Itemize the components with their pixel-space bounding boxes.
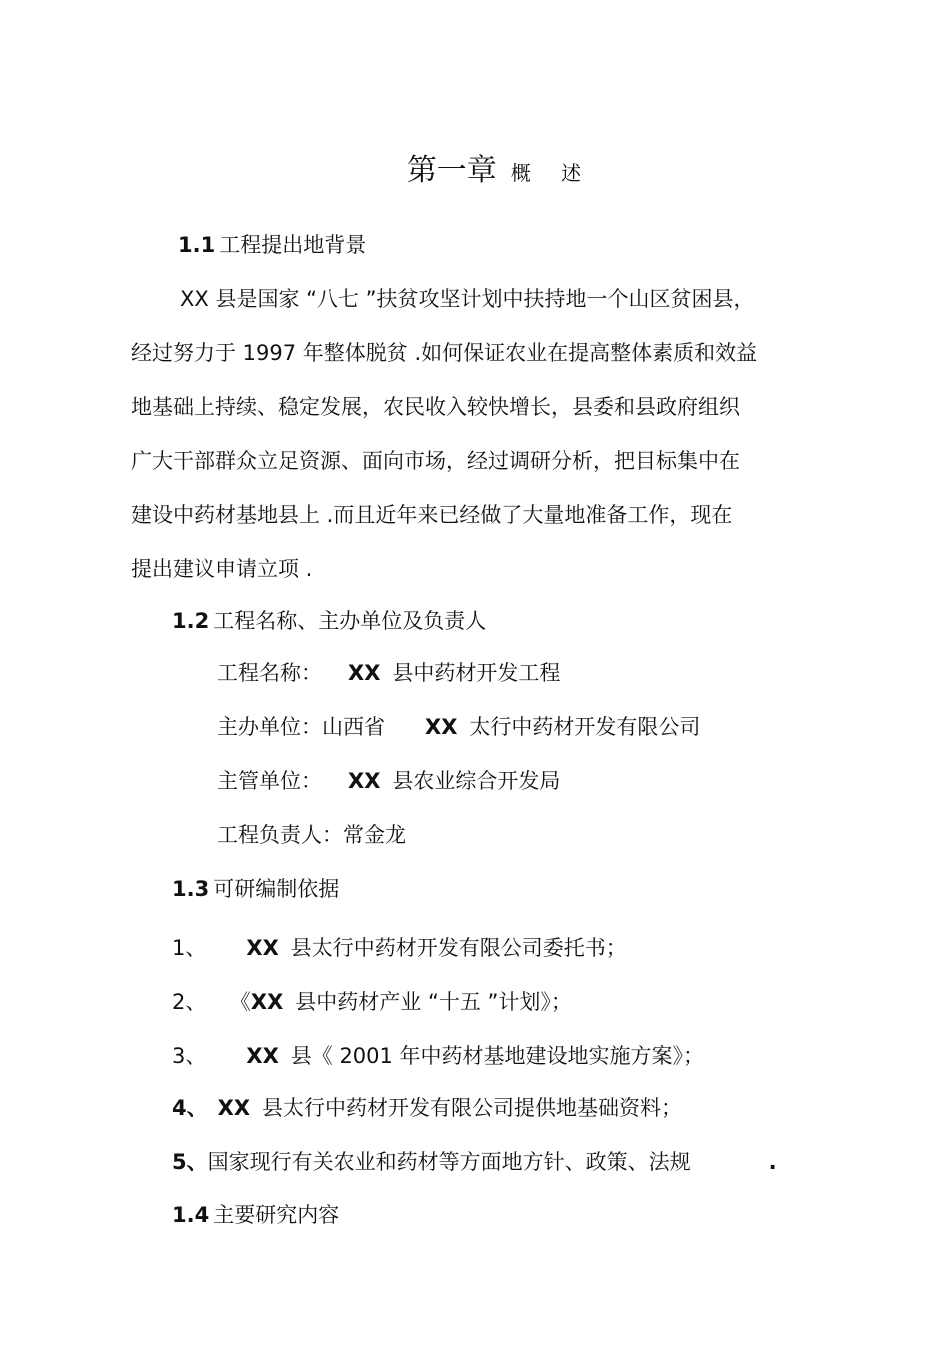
info-label: 主管单位： [217, 769, 322, 793]
section-number: 1.1 [178, 233, 216, 257]
basis-number: 2、 [172, 990, 207, 1014]
basis-item [172, 1042, 704, 1070]
basis-xx: XX [246, 936, 279, 960]
info-value: 县中药材开发工程 [392, 661, 561, 685]
section-number: 1.4 [172, 1203, 210, 1227]
info-value: 太行中药材开发有限公司 [469, 715, 701, 739]
paragraph-line: 建设中药材基地县上 .而且近年来已经做了大量地准备工作，现在 [131, 503, 733, 527]
info-label: 工程负责人：常金龙 [217, 823, 406, 847]
basis-pre: 《 [240, 990, 251, 1014]
basis-xx: XX [246, 1044, 279, 1068]
paragraph-line: XX 县是国家 “八七 ”扶贫攻坚计划中扶持地一个山区贫困县， [180, 287, 755, 311]
info-line [217, 821, 406, 849]
basis-item [172, 988, 572, 1016]
basis-xx: XX [250, 990, 284, 1014]
section-number: 1.3 [172, 877, 210, 901]
info-xx: XX [348, 661, 381, 685]
info-value: 县农业综合开发局 [392, 769, 561, 793]
basis-text: 县《 2001 年中药材基地建设地实施方案》； [290, 1044, 705, 1068]
section-heading-1-2 [172, 607, 486, 635]
basis-number: 5、 [172, 1150, 208, 1174]
info-line [217, 659, 560, 687]
info-xx: XX [425, 715, 458, 739]
basis-item [172, 1094, 682, 1122]
basis-text: 县中药材产业 “十五 ”计划》； [295, 990, 572, 1014]
basis-item [172, 934, 627, 962]
paragraph-line: 地基础上持续、稳定发展，农民收入较快增长，县委和县政府组织 [131, 395, 740, 419]
paragraph-line: 广大干部群众立足资源、面向市场，经过调研分析，把目标集中在 [131, 449, 740, 473]
basis-end: . [768, 1150, 777, 1174]
basis-text: 县太行中药材开发有限公司提供地基础资料； [262, 1096, 683, 1120]
section-heading-1-4 [172, 1201, 339, 1229]
info-line [217, 767, 560, 795]
chapter-title [0, 145, 950, 189]
section-text: 工程提出地背景 [219, 233, 367, 257]
section-text: 可研编制依据 [213, 877, 340, 901]
basis-xx: XX [217, 1096, 251, 1120]
info-label: 工程名称： [217, 661, 322, 685]
info-xx: XX [348, 769, 381, 793]
chapter-title-sub: 概 述 [510, 161, 594, 185]
basis-number: 3、 [172, 1044, 207, 1068]
paragraph-line: 经过努力于 1997 年整体脱贫 .如何保证农业在提高整体素质和效益 [131, 341, 758, 365]
section-heading-1-3 [172, 875, 339, 903]
chapter-title-main: 第一章 [406, 153, 497, 188]
info-label: 主办单位：山西省 [217, 715, 385, 739]
section-text: 工程名称、主办单位及负责人 [213, 609, 487, 633]
paragraph-line: 提出建议申请立项 . [131, 557, 313, 581]
basis-text: 县太行中药材开发有限公司委托书； [290, 936, 627, 960]
info-line [217, 713, 700, 741]
basis-number: 1、 [172, 936, 207, 960]
section-text: 主要研究内容 [213, 1203, 340, 1227]
section-heading-1-1 [178, 231, 366, 259]
basis-text: 国家现行有关农业和药材等方面地方针、政策、法规 [207, 1150, 691, 1174]
basis-item [172, 1148, 777, 1176]
basis-number: 4、 [172, 1096, 208, 1120]
section-number: 1.2 [172, 609, 210, 633]
